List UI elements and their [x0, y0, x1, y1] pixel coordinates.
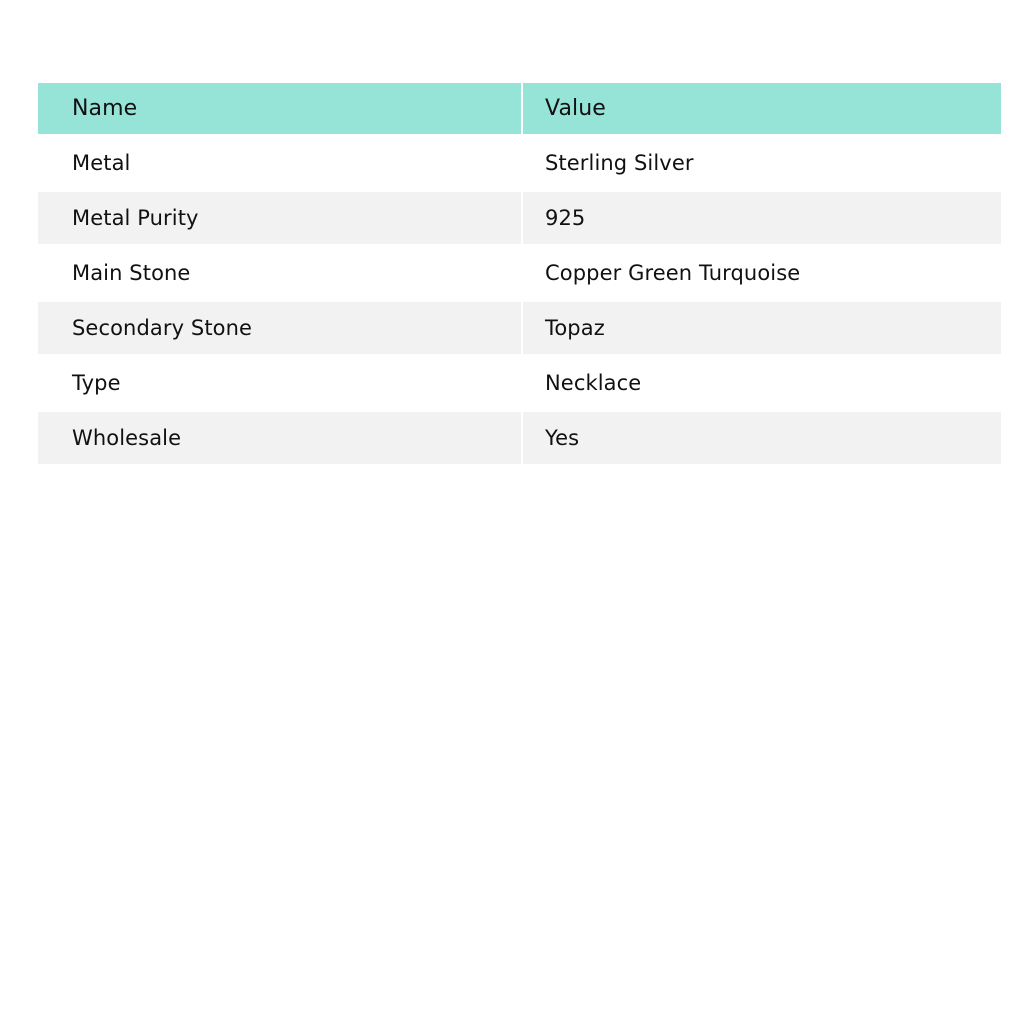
row-value: Copper Green Turquoise: [545, 261, 801, 285]
table-row: [38, 134, 1001, 192]
table-header-row: [38, 83, 1001, 134]
row-value: Necklace: [545, 371, 642, 395]
row-value: 925: [545, 206, 586, 230]
row-name: Wholesale: [38, 412, 523, 464]
specs-table: [38, 83, 1001, 464]
row-name: Main Stone: [38, 244, 523, 302]
table-row: [38, 354, 1001, 412]
table-row: [38, 192, 1001, 244]
row-name: Metal: [38, 134, 523, 192]
header-value: Value: [545, 96, 606, 121]
header-name: Name: [38, 83, 523, 134]
table-row: [38, 244, 1001, 302]
row-name: Secondary Stone: [38, 302, 523, 354]
row-name: Metal Purity: [38, 192, 523, 244]
table-row: [38, 302, 1001, 354]
row-name: Type: [38, 354, 523, 412]
row-value: Topaz: [545, 316, 605, 340]
row-value: Sterling Silver: [545, 151, 694, 175]
row-value: Yes: [545, 426, 580, 450]
table-row: [38, 412, 1001, 464]
